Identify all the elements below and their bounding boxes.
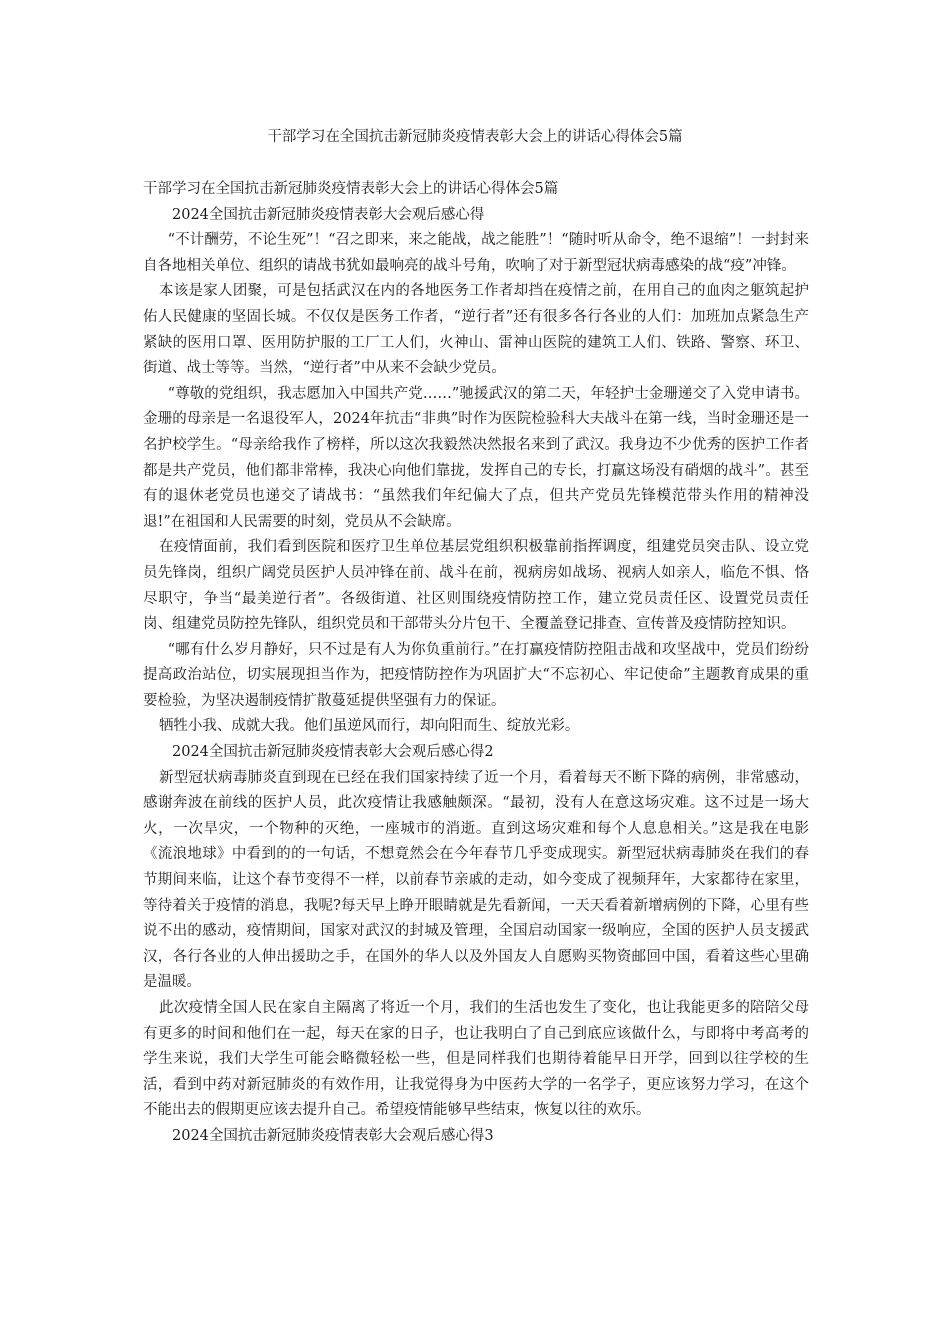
paragraph: 本该是家人团聚，可是包括武汉在内的各地医务工作者却挡在疫情之前，在用自己的血肉之躯筑起护佑人民健康的坚固长城。不仅仅是医务工作者，“逆行者”还有很多各行各业的人们：加班加点紧急生产紧缺的医用口罩、医用防护服的工厂工人们，火神山、雷神山医院的建筑工人们、铁路、警察、环卫、街道、战士等等。当然，“逆行者”中从来不会缺少党员。	[143, 283, 809, 377]
page-header: 干部学习在全国抗击新冠肺炎疫情表彰大会上的讲话心得体会5篇	[267, 129, 683, 145]
paragraph: 新型冠状病毒肺炎直到现在已经在我们国家持续了近一个月，看着每天不断下降的病例，非常感动，感谢奔波在前线的医护人员，此次疫情让我感触颇深。“最初，没有人在意这场灾难。这不过是一场大火，一次旱灾，一个物种的灭绝，一座城市的消逝。直到这场灾难和每个人息息相关。”这是我在电影《流浪地球》中看到的的一句话，不想竟然会在今年春节几乎变成现实。新型冠状病毒肺炎在我们的春节期间来临，让这个春节变得不一样，以前春节亲戚的走动，如今变成了视频拜年，大家都待在家里，等待着关于疫情的消息，我呢?每天早上睁开眼睛就是先看新闻，一天天看着新增病例的下降，心里有些说不出的感动，疫情期间，国家对武汉的封城及管理，全国启动国家一级响应，全国的医护人员支援武汉，各行各业的人伸出援助之手，在国外的华人以及外国友人自愿购买物资邮回中国，看着这些心里确是温暖。	[143, 769, 809, 991]
paragraph: “哪有什么岁月静好，只不过是有人为你负重前行。”在打赢疫情防控阻击战和攻坚战中，党员们纷纷提高政治站位，切实展现担当作为，把疫情防控作为巩固扩大“不忘初心、牢记使命”主题教育成果的重要检验，为坚决遏制疫情扩散蔓延提供坚强有力的保证。	[143, 641, 809, 709]
paragraph: “不计酬劳，不论生死”！“召之即来，来之能战，战之能胜”！“随时听从命令，绝不退缩”！一封封来自各地相关单位、组织的请战书犹如最响亮的战斗号角，吹响了对于新型冠状病毒感染的战“疫”冲锋。	[143, 232, 809, 274]
document-title: 干部学习在全国抗击新冠肺炎疫情表彰大会上的讲话心得体会5篇	[143, 181, 559, 197]
section-heading-2: 2024全国抗击新冠肺炎疫情表彰大会观后感心得2	[172, 744, 494, 761]
paragraph: 此次疫情全国人民在家自主隔离了将近一个月，我们的生活也发生了变化，也让我能更多的陪陪父母有更多的时间和他们在一起，每天在家的日子，也让我明白了自己到底应该做什么，与即将中考高考的学生来说，我们大学生可能会略微轻松一些，但是同样我们也期待着能早日开学，回到以往学校的生活，看到中药对新冠肺炎的有效作用，让我觉得身为中医药大学的一名学子，更应该努力学习，在这个不能出去的假期更应该去提升自己。希望疫情能够早些结束，恢复以往的欢乐。	[143, 1000, 809, 1119]
section-heading-3: 2024全国抗击新冠肺炎疫情表彰大会观后感心得3	[172, 1127, 494, 1144]
section-heading-1: 2024全国抗击新冠肺炎疫情表彰大会观后感心得	[172, 206, 485, 223]
paragraph: “尊敬的党组织，我志愿加入中国共产党……”驰援武汉的第二天，年轻护士金珊递交了入党申请书。金珊的母亲是一名退役军人，2024年抗击“非典”时作为医院检验科大夫战斗在第一线，当时金珊还是一名护校学生。“母亲给我作了榜样，所以这次我毅然决然报名来到了武汉。我身边不少优秀的医护工作者都是共产党员，他们都非常棒，我决心向他们靠拢，发挥自己的专长，打赢这场没有硝烟的战斗”。甚至有的退休老党员也递交了请战书：“虽然我们年纪偏大了点，但共产党员先锋模范带头作用的精神没退!”在祖国和人民需要的时刻，党员从不会缺席。	[143, 385, 809, 530]
paragraph: 牺牲小我、成就大我。他们虽逆风而行，却向阳而生、绽放光彩。	[158, 718, 580, 735]
paragraph: 在疫情面前，我们看到医院和医疗卫生单位基层党组织积极靠前指挥调度，组建党员突击队、设立党员先锋岗，组织广阔党员医护人员冲锋在前、战斗在前，视病房如战场、视病人如亲人，临危不惧、恪尽职守，争当“最美逆行者”。各级街道、社区则围绕疫情防控工作，建立党员责任区、设置党员责任岗、组建党员防控先锋队，组织党员和干部带头分片包干、全覆盖登记排查、宣传普及疫情防控知识。	[143, 539, 809, 633]
document-body	[143, 177, 809, 1150]
